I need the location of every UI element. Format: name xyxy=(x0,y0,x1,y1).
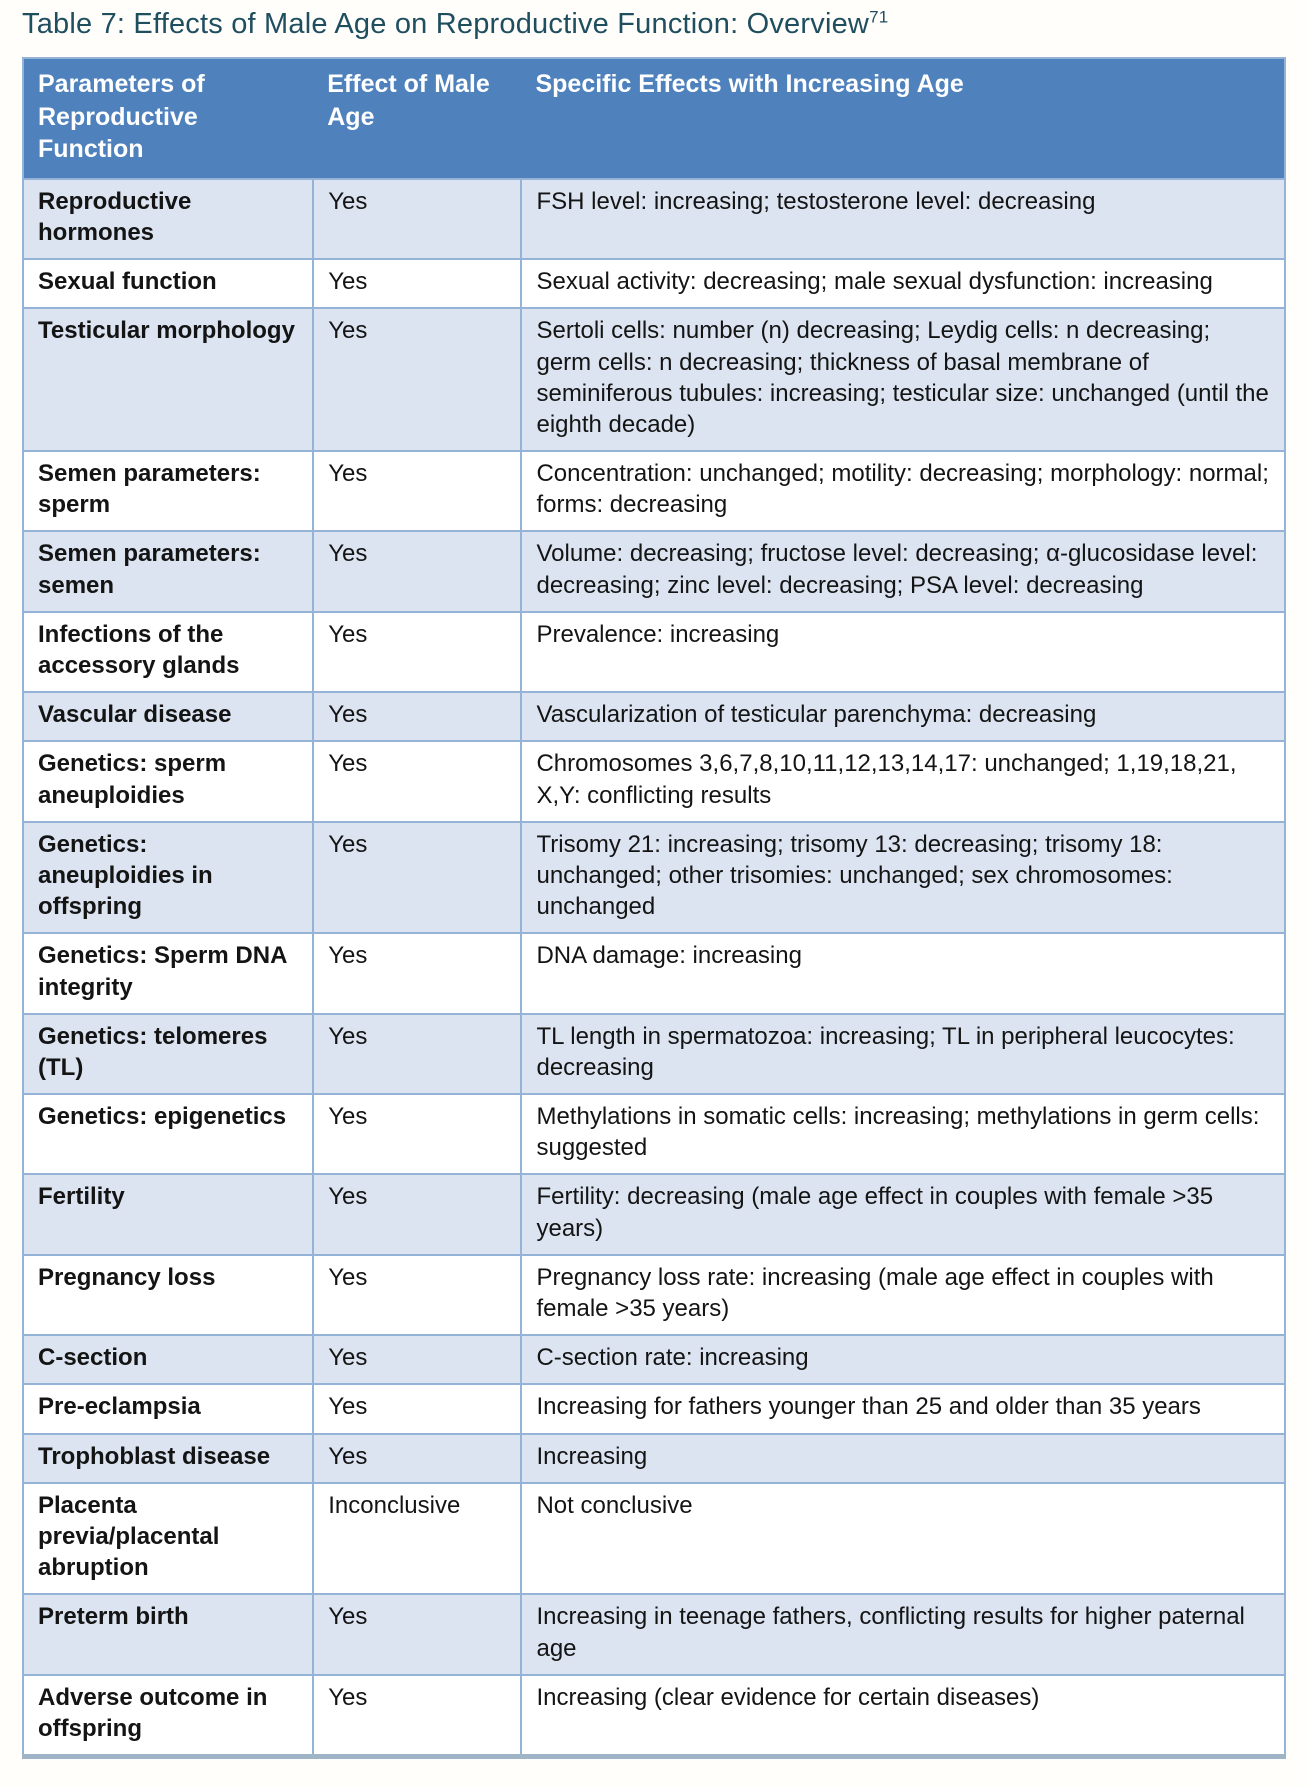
parameter-cell: Genetics: epigenetics xyxy=(23,1094,313,1174)
effect-cell: Yes xyxy=(313,1255,521,1335)
parameter-cell: Genetics: sperm aneuploidies xyxy=(23,741,313,821)
table-title-superscript: 71 xyxy=(869,7,889,27)
table-row xyxy=(23,822,1285,934)
parameter-cell: Adverse outcome in offspring xyxy=(23,1675,313,1757)
table-body xyxy=(23,179,1285,1757)
effect-cell: Yes xyxy=(313,308,521,451)
parameter-cell: Trophoblast disease xyxy=(23,1434,313,1483)
specific-effects-cell: Pregnancy loss rate: increasing (male age effect in couples with female >35 years) xyxy=(521,1255,1285,1335)
table-row xyxy=(23,451,1285,531)
specific-effects-cell: Sertoli cells: number (n) decreasing; Leydig cells: n decreasing; germ cells: n decreasing; thickness of basal membrane of seminiferous tubules: increasing; testicular size: unchanged (until the eighth decade) xyxy=(521,308,1285,451)
column-header-specific-effects: Specific Effects with Increasing Age xyxy=(521,58,1285,179)
header-row xyxy=(23,58,1285,179)
table-row xyxy=(23,692,1285,741)
column-header-parameters: Parameters of Reproductive Function xyxy=(23,58,313,179)
parameter-cell: Semen parameters: sperm xyxy=(23,451,313,531)
parameter-cell: Sexual function xyxy=(23,259,313,308)
specific-effects-cell: TL length in spermatozoa: increasing; TL in peripheral leucocytes: decreasing xyxy=(521,1014,1285,1094)
effect-cell: Yes xyxy=(313,1335,521,1384)
table-row xyxy=(23,1434,1285,1483)
parameter-cell: C-section xyxy=(23,1335,313,1384)
effect-cell: Yes xyxy=(313,741,521,821)
table-row xyxy=(23,933,1285,1013)
effect-cell: Yes xyxy=(313,1434,521,1483)
effect-cell: Yes xyxy=(313,1014,521,1094)
effect-cell: Yes xyxy=(313,822,521,934)
parameter-cell: Genetics: aneuploidies in offspring xyxy=(23,822,313,934)
effect-cell: Yes xyxy=(313,692,521,741)
table-row xyxy=(23,1483,1285,1595)
table-row xyxy=(23,1335,1285,1384)
specific-effects-cell: Vascularization of testicular parenchyma: decreasing xyxy=(521,692,1285,741)
parameter-cell: Reproductive hormones xyxy=(23,179,313,259)
specific-effects-cell: Concentration: unchanged; motility: decreasing; morphology: normal; forms: decreasing xyxy=(521,451,1285,531)
table-row xyxy=(23,1384,1285,1433)
specific-effects-cell: Not conclusive xyxy=(521,1483,1285,1595)
specific-effects-cell: Volume: decreasing; fructose level: decreasing; α-glucosidase level: decreasing; zinc level: decreasing; PSA level: decreasing xyxy=(521,531,1285,611)
table-row xyxy=(23,1675,1285,1757)
table-title-text: Table 7: Effects of Male Age on Reproductive Function: Overview xyxy=(22,8,870,40)
effect-cell: Yes xyxy=(313,531,521,611)
specific-effects-cell: Trisomy 21: increasing; trisomy 13: decreasing; trisomy 18: unchanged; other trisomies: unchanged; sex chromosomes: unchanged xyxy=(521,822,1285,934)
effect-cell: Yes xyxy=(313,933,521,1013)
effect-cell: Yes xyxy=(313,451,521,531)
effect-cell: Yes xyxy=(313,179,521,259)
table-row xyxy=(23,1255,1285,1335)
table-row xyxy=(23,179,1285,259)
effect-cell: Yes xyxy=(313,1675,521,1757)
parameter-cell: Genetics: telomeres (TL) xyxy=(23,1014,313,1094)
table-row xyxy=(23,741,1285,821)
table-row xyxy=(23,1174,1285,1254)
effect-cell: Yes xyxy=(313,1174,521,1254)
effect-cell: Yes xyxy=(313,259,521,308)
specific-effects-cell: Increasing for fathers younger than 25 and older than 35 years xyxy=(521,1384,1285,1433)
specific-effects-cell: Increasing (clear evidence for certain diseases) xyxy=(521,1675,1285,1757)
column-header-effect: Effect of Male Age xyxy=(313,58,521,179)
table-row xyxy=(23,259,1285,308)
table-row xyxy=(23,1014,1285,1094)
specific-effects-cell: Prevalence: increasing xyxy=(521,612,1285,692)
specific-effects-cell: Fertility: decreasing (male age effect in couples with female >35 years) xyxy=(521,1174,1285,1254)
specific-effects-cell: Increasing xyxy=(521,1434,1285,1483)
parameter-cell: Vascular disease xyxy=(23,692,313,741)
parameter-cell: Testicular morphology xyxy=(23,308,313,451)
parameter-cell: Placenta previa/placental abruption xyxy=(23,1483,313,1595)
parameter-cell: Pre-eclampsia xyxy=(23,1384,313,1433)
specific-effects-cell: FSH level: increasing; testosterone level: decreasing xyxy=(521,179,1285,259)
parameter-cell: Semen parameters: semen xyxy=(23,531,313,611)
effect-cell: Yes xyxy=(313,1594,521,1674)
parameter-cell: Fertility xyxy=(23,1174,313,1254)
specific-effects-cell: Sexual activity: decreasing; male sexual dysfunction: increasing xyxy=(521,259,1285,308)
table-row xyxy=(23,1094,1285,1174)
effect-cell: Inconclusive xyxy=(313,1483,521,1595)
specific-effects-cell: DNA damage: increasing xyxy=(521,933,1285,1013)
table-row xyxy=(23,308,1285,451)
specific-effects-cell: C-section rate: increasing xyxy=(521,1335,1285,1384)
specific-effects-cell: Chromosomes 3,6,7,8,10,11,12,13,14,17: unchanged; 1,19,18,21, X,Y: conflicting results xyxy=(521,741,1285,821)
effect-cell: Yes xyxy=(313,612,521,692)
parameter-cell: Preterm birth xyxy=(23,1594,313,1674)
specific-effects-cell: Increasing in teenage fathers, conflicting results for higher paternal age xyxy=(521,1594,1285,1674)
table-title xyxy=(22,6,1287,42)
table-row xyxy=(23,1594,1285,1674)
effect-cell: Yes xyxy=(313,1094,521,1174)
parameter-cell: Infections of the accessory glands xyxy=(23,612,313,692)
effect-cell: Yes xyxy=(313,1384,521,1433)
table-row xyxy=(23,612,1285,692)
parameter-cell: Genetics: Sperm DNA integrity xyxy=(23,933,313,1013)
table-row xyxy=(23,531,1285,611)
specific-effects-cell: Methylations in somatic cells: increasing; methylations in germ cells: suggested xyxy=(521,1094,1285,1174)
effects-table xyxy=(22,57,1286,1759)
parameter-cell: Pregnancy loss xyxy=(23,1255,313,1335)
